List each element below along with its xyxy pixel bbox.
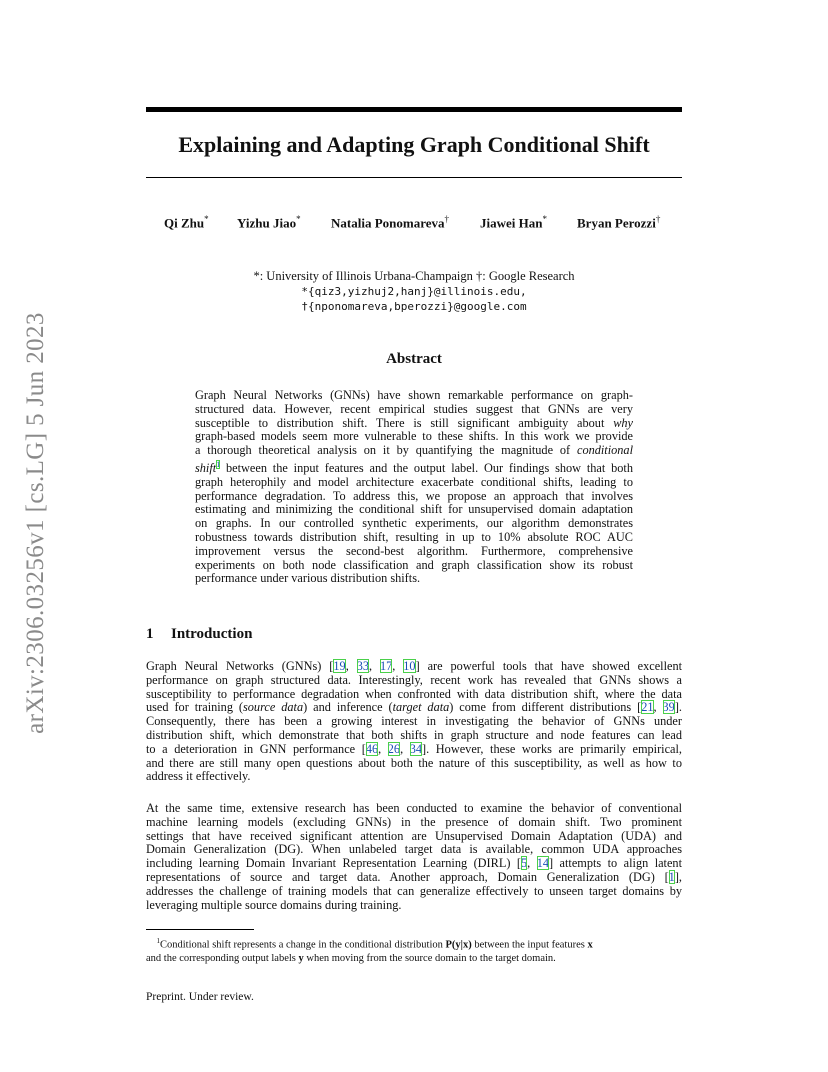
citation-link[interactable]: 19 <box>333 659 346 673</box>
email-line: *{qiz3,yizhuj2,hanj}@illinois.edu, <box>301 285 527 298</box>
text-line: representations of source and target data. Another approach, Domain Generalization (DG) [1], <box>146 869 682 884</box>
citation-link[interactable]: 10 <box>403 659 416 673</box>
text-line: Consequently, there has been a growing interest in investigating the behavior of GNNs under <box>146 714 682 729</box>
text-line: robustness towards distribution shift, resulting in up to 10% absolute ROC AUC <box>195 530 633 545</box>
arxiv-stamp <box>18 293 54 753</box>
text-line: shift$^1$ between the input features and the output label. Our findings show that both <box>195 459 633 476</box>
section-number: 1 <box>146 626 154 642</box>
footnote <box>146 935 682 966</box>
text-line: graph-based models seem more vulnerable to these shifts. In this work we provide <box>195 429 633 444</box>
footnote-mark: 1 <box>156 937 160 945</box>
citation-link[interactable]: 5 <box>521 856 528 871</box>
text-line: addresses the challenge of training models that can generalize effectively to unseen target domains by <box>146 883 682 898</box>
footnote-rule <box>146 929 254 930</box>
text-line: At the same time, extensive research has been conducted to examine the behavior of conventional <box>146 801 682 815</box>
affiliation-line: *: University of Illinois Urbana-Champaign †: Google Research <box>253 269 575 283</box>
title-top-rule <box>146 107 682 112</box>
footnote-link[interactable]: 1 <box>216 459 221 469</box>
paper-title: Explaining and Adapting Graph Conditional Shift <box>178 132 650 157</box>
text-line: susceptibility to performance degradation when confronted with data distribution shift, where the data <box>146 686 682 701</box>
section-title: Introduction <box>171 626 253 642</box>
citation-link[interactable]: 1 <box>668 869 675 884</box>
author: Natalia Ponomareva† <box>331 214 449 231</box>
text-line: on graphs. In our controlled synthetic experiments, our algorithm demonstrates <box>195 516 633 531</box>
text-line: machine learning models (excluding GNNs) in the presence of domain shift. Two prominent <box>146 814 682 829</box>
text-line: settings that have received significant attention are Unsupervised Domain Adaptation (UDA) and <box>146 828 682 843</box>
citation-link[interactable]: 17 <box>379 659 393 673</box>
text-line: improvement versus the second-best algorithm. Furthermore, comprehensive <box>195 543 633 558</box>
text-line: susceptible to distribution shift. There is still significant ambiguity about why <box>195 415 633 430</box>
arxiv-id: arXiv:2306.03256v1 [cs.LG] 5 Jun 2023 <box>22 312 49 734</box>
text-line: Domain Generalization (DG). When unlabeled target data is available, common UDA approaches <box>146 842 682 857</box>
citation-link[interactable]: 14 <box>536 856 549 871</box>
author-list <box>146 214 682 234</box>
citation-link[interactable]: 21 <box>641 700 654 715</box>
text-line: address it effectively. <box>146 769 251 784</box>
text-line: performance on graph structured data. Interestingly, recent work has revealed that GNNs shows a <box>146 672 682 687</box>
title-bottom-rule <box>146 177 682 178</box>
text-line: a thorough theoretical analysis on it by quantifying the magnitude of conditional <box>195 443 633 458</box>
text-line: performance under various distribution shifts. <box>195 571 421 586</box>
text-line: estimating and minimizing the conditional shift for unsupervised domain adaptation <box>195 502 633 517</box>
citation-link[interactable]: 34 <box>409 741 423 756</box>
citation-link[interactable]: 39 <box>662 700 675 715</box>
text-line: including learning Domain Invariant Representation Learning (DIRL) [5, 14] attempts to align latent <box>146 856 683 871</box>
text-line: Graph Neural Networks (GNNs) have shown remarkable performance on graph- <box>195 388 633 402</box>
abstract-text <box>195 389 633 586</box>
text-line: structured data. However, recent empirical studies suggest that GNNs are very <box>195 401 633 416</box>
paragraph <box>146 660 682 784</box>
section-heading <box>146 626 252 643</box>
citation-link[interactable]: 33 <box>356 659 369 673</box>
text-line: used for training (source data) and inference (target data) come from different distributions [21, 39]. <box>146 700 682 715</box>
text-line: experiments on both node classification and graph classification show its robust <box>195 557 633 572</box>
text-line: and the corresponding output labels y when moving from the source domain to the target domain. <box>146 953 556 965</box>
paragraph <box>146 802 682 912</box>
text-line: and there are still many open questions about both the nature of this susceptibility, as well as how to <box>146 755 682 770</box>
author: Bryan Perozzi† <box>577 214 661 231</box>
text-line: Graph Neural Networks (GNNs) [19, 33, 17, 10] are powerful tools that have showed excellent <box>146 659 683 673</box>
affiliations <box>146 269 682 314</box>
citation-link[interactable]: 26 <box>387 741 401 756</box>
abstract-heading: Abstract <box>386 351 442 367</box>
author: Yizhu Jiao* <box>237 214 301 231</box>
text-line: $^1$Conditional shift represents a change in the conditional distribution P(y|x) between the input features x <box>156 937 593 951</box>
author: Jiawei Han* <box>480 214 547 231</box>
page-footer: Preprint. Under review. <box>146 991 254 1003</box>
text-line: leveraging multiple source domains during training. <box>146 897 402 912</box>
text-line: to a deterioration in GNN performance [46, 26, 34]. However, these works are primarily empirical, <box>146 741 682 756</box>
text-line: graph heterophily and model architecture exacerbate conditional shifts, leading to <box>195 474 633 489</box>
text-line: distribution shift, which demonstrate that both shifts in graph structure and node features can lead <box>146 727 682 742</box>
email-line: †{nponomareva,bperozzi}@google.com <box>301 300 527 313</box>
author: Qi Zhu* <box>164 214 209 231</box>
citation-link[interactable]: 46 <box>365 741 379 756</box>
text-line: performance degradation. To address this, we propose an approach that involves <box>195 488 633 503</box>
